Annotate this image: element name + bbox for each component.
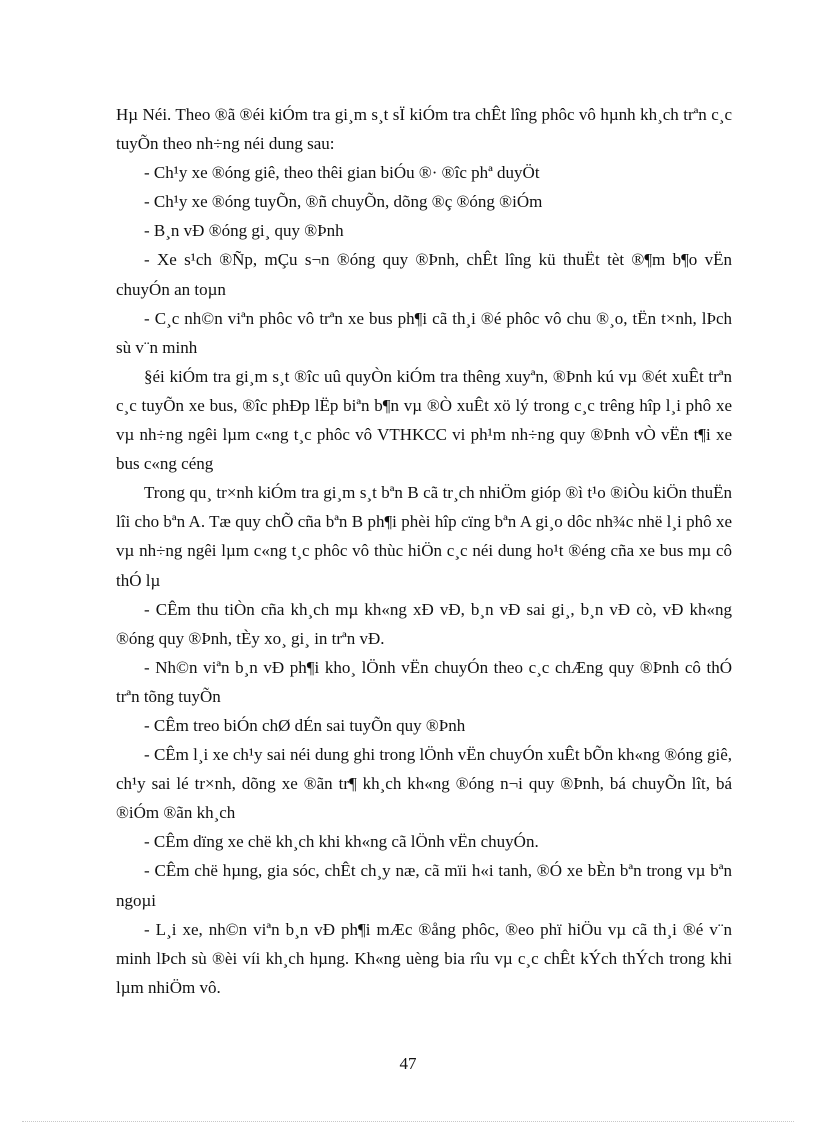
- body-paragraph: - C¸c nh©n viªn phôc vô trªn xe bus ph¶i cã th¸i ®é phôc vô chu ®¸o, tËn t×nh, lÞch sù v¨n minh: [116, 308, 732, 357]
- body-paragraph: §éi kiÓm tra gi¸m s¸t ®îc uû quyÒn kiÓm tra thêng xuyªn, ®Þnh kú vµ ®ét xuÊt trªn c¸c tuyÕn xe bus, ®îc phÐp lËp biªn b¶n vµ ®Ò xuÊt xö lý trong c¸c trêng hîp l¸i phô xe vµ nh÷ng ngêi lµm c«ng t¸c phôc vô VTHKCC vi ph¹m nh÷ng quy ®Þnh vÒ vËn t¶i xe bus c«ng céng: [116, 366, 732, 474]
- body-paragraph: - CÊm chë hµng, gia sóc, chÊt ch¸y næ, cã mïi h«i tanh, ®Ó xe bÈn bªn trong vµ bªn ngoµi: [116, 861, 732, 910]
- body-paragraph: - Ch¹y xe ®óng giê, theo thêi gian biÓu ®· ®îc phª duyÖt: [144, 163, 540, 183]
- body-paragraph: - Ch¹y xe ®óng tuyÕn, ®ñ chuyÕn, dõng ®ç ®óng ®iÓm: [144, 192, 543, 212]
- body-paragraph: Trong qu¸ tr×nh kiÓm tra gi¸m s¸t bªn B cã tr¸ch nhiÖm gióp ®ì t¹o ®iÒu kiÖn thuËn lîi cho bªn A. Tæ quy chÕ cña bªn B ph¶i phèi hîp cïng bªn A gi¸o dôc nh¾c nhë l¸i phô xe vµ nh÷ng ngêi lµm c«ng t¸c phôc vô thùc hiÖn c¸c néi dung ho¹t ®éng cña xe bus mµ cô thÓ lµ: [116, 483, 732, 590]
- body-paragraph: - Nh©n viªn b¸n vÐ ph¶i kho¸ lÖnh vËn chuyÓn theo c¸c chÆng quy ®Þnh cô thÓ trªn tõng tuyÕn: [116, 657, 732, 706]
- body-paragraph: - CÊm dïng xe chë kh¸ch khi kh«ng cã lÖnh vËn chuyÓn.: [144, 832, 539, 852]
- body-paragraph: Hµ Néi. Theo ®ã ®éi kiÓm tra gi¸m s¸t sÏ kiÓm tra chÊt lîng phôc vô hµnh kh¸ch trªn c¸c tuyÕn theo nh÷ng néi dung sau:: [116, 105, 732, 154]
- page-bottom-border: [22, 1121, 794, 1122]
- page-number: 47: [399, 1054, 417, 1073]
- body-paragraph: - B¸n vÐ ®óng gi¸ quy ®Þnh: [144, 221, 344, 241]
- body-paragraph: - L¸i xe, nh©n viªn b¸n vÐ ph¶i mÆc ®ång phôc, ®eo phï hiÖu vµ cã th¸i ®é v¨n minh lÞch sù ®èi víi kh¸ch hµng. Kh«ng uèng bia rîu vµ c¸c chÊt kÝch thÝch trong khi lµm nhiÖm vô.: [116, 919, 732, 997]
- body-paragraph: - CÊm thu tiÒn cña kh¸ch mµ kh«ng xÐ vÐ, b¸n vÐ sai gi¸, b¸n vÐ cò, vÐ kh«ng ®óng quy ®Þnh, tÈy xo¸ gi¸ in trªn vÐ.: [116, 599, 732, 648]
- body-paragraph: - CÊm l¸i xe ch¹y sai néi dung ghi trong lÖnh vËn chuyÓn xuÊt bÕn kh«ng ®óng giê, ch¹y sai lé tr×nh, dõng xe ®ãn tr¶ kh¸ch kh«ng ®óng n¬i quy ®Þnh, bá chuyÕn lît, bá ®iÓm ®ãn kh¸ch: [116, 745, 732, 823]
- document-body: [116, 100, 732, 1002]
- body-paragraph: - Xe s¹ch ®Ñp, mÇu s¬n ®óng quy ®Þnh, chÊt lîng kü thuËt tèt ®¶m b¶o vËn chuyÓn an toµn: [116, 250, 732, 299]
- body-paragraph: - CÊm treo biÓn chØ dÉn sai tuyÕn quy ®Þnh: [144, 715, 466, 735]
